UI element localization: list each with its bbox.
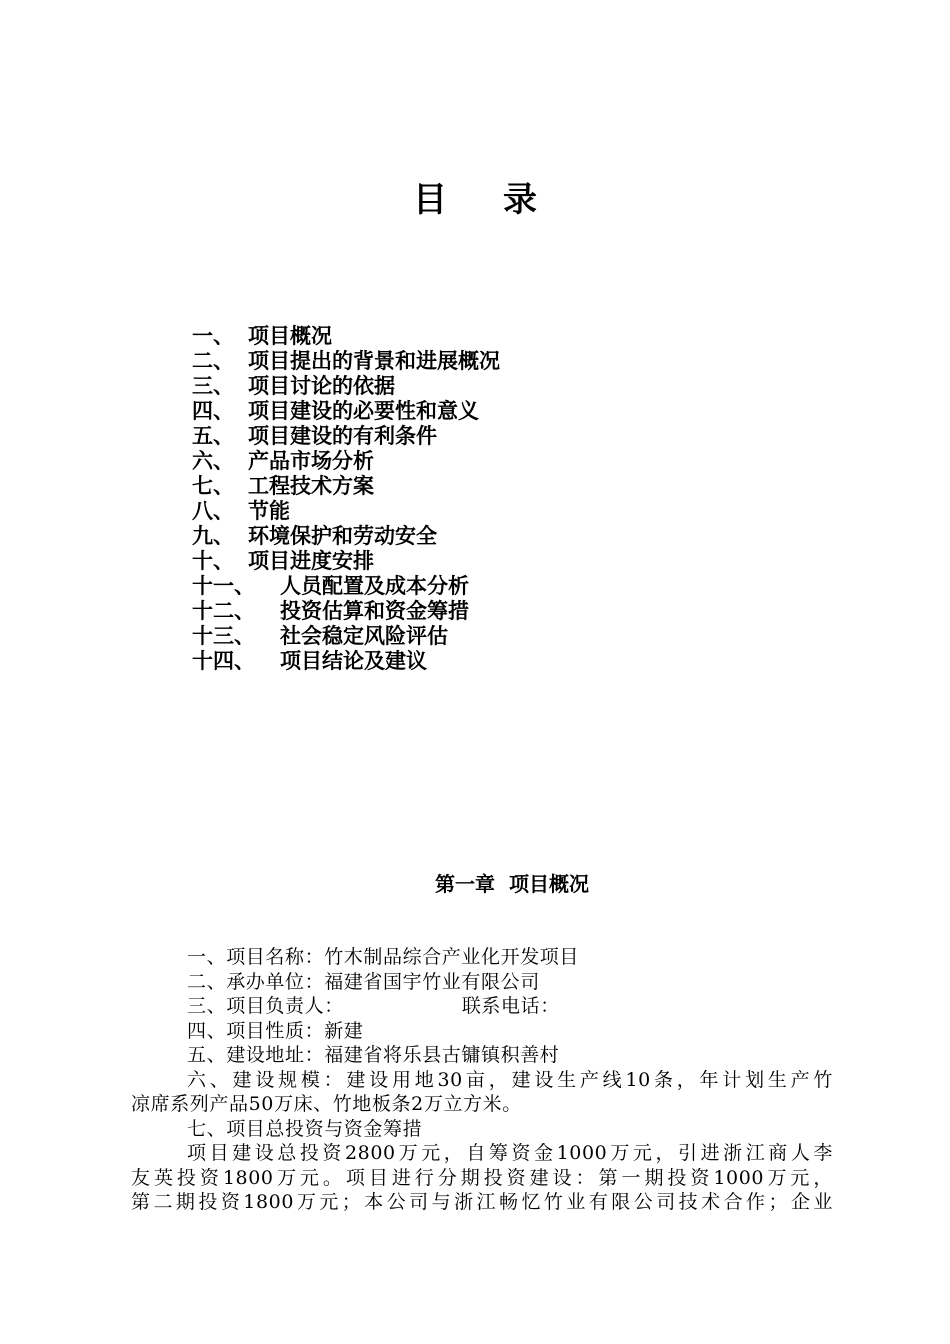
toc-item-label: 项目提出的背景和进展概况 bbox=[248, 349, 500, 373]
toc-item[interactable] bbox=[192, 549, 500, 574]
chapter-body bbox=[131, 945, 833, 1215]
toc-item[interactable] bbox=[192, 599, 500, 624]
toc-item-label: 项目进度安排 bbox=[248, 549, 374, 573]
construction-scale-line: 六、建设规模：建设用地30亩，建设生产线10条，年计划生产竹 bbox=[187, 1068, 833, 1091]
toc-item-label: 产品市场分析 bbox=[248, 449, 374, 473]
project-name-line: 一、项目名称：竹木制品综合产业化开发项目 bbox=[187, 946, 580, 968]
toc-item-number: 二、 bbox=[192, 349, 234, 373]
toc-item-number: 十、 bbox=[192, 549, 234, 573]
toc-item-number: 十一、 bbox=[192, 574, 255, 598]
construction-site-line: 五、建设地址：福建省将乐县古镛镇积善村 bbox=[187, 1044, 560, 1066]
toc-item-number: 七、 bbox=[192, 474, 234, 498]
chapter-heading bbox=[0, 870, 950, 898]
toc-item[interactable] bbox=[192, 449, 500, 474]
toc-item-label: 项目概况 bbox=[248, 324, 332, 348]
toc-item[interactable] bbox=[192, 474, 500, 499]
construction-scale-line-cont: 凉席系列产品50万床、竹地板条2万立方米。 bbox=[131, 1093, 522, 1115]
project-leader-label: 三、项目负责人： bbox=[187, 995, 344, 1017]
toc-item-label: 项目建设的有利条件 bbox=[248, 424, 437, 448]
organizer-line: 二、承办单位：福建省国宇竹业有限公司 bbox=[187, 970, 540, 993]
chapter-number: 第一章 bbox=[435, 872, 495, 896]
toc-item[interactable] bbox=[192, 524, 500, 549]
toc-item[interactable] bbox=[192, 349, 500, 374]
investment-paragraph-line: 友英投资1800万元。项目进行分期投资建设：第一期投资1000万元， bbox=[131, 1166, 833, 1189]
contact-phone-label: 联系电话： bbox=[461, 995, 560, 1017]
toc-item-number: 十三、 bbox=[192, 624, 255, 648]
toc-item-label: 节能 bbox=[248, 499, 290, 523]
toc-item-label: 投资估算和资金筹措 bbox=[280, 599, 469, 623]
project-leader-line bbox=[131, 994, 833, 1019]
toc-item[interactable] bbox=[192, 399, 500, 424]
toc-title-char-2: 录 bbox=[503, 180, 537, 220]
toc-item-number: 十二、 bbox=[192, 599, 255, 623]
project-nature-line: 四、项目性质：新建 bbox=[187, 1019, 364, 1042]
toc-item[interactable] bbox=[192, 324, 500, 349]
toc-item-number: 六、 bbox=[192, 449, 234, 473]
toc-list bbox=[192, 324, 500, 674]
toc-item-number: 五、 bbox=[192, 424, 234, 448]
toc-item-label: 项目结论及建议 bbox=[280, 649, 427, 673]
investment-paragraph-line: 第二期投资1800万元；本公司与浙江畅忆竹业有限公司技术合作；企业 bbox=[131, 1191, 833, 1213]
investment-paragraph-line: 项目建设总投资2800万元，自筹资金1000万元，引进浙江商人李 bbox=[187, 1142, 833, 1164]
toc-item[interactable] bbox=[192, 374, 500, 399]
toc-item-number: 八、 bbox=[192, 499, 234, 523]
toc-item[interactable] bbox=[192, 499, 500, 524]
toc-item[interactable] bbox=[192, 649, 500, 674]
toc-item-label: 社会稳定风险评估 bbox=[280, 624, 448, 648]
toc-title-char-1: 目 bbox=[413, 180, 447, 220]
toc-item-label: 环境保护和劳动安全 bbox=[248, 524, 437, 548]
toc-item-label: 项目建设的必要性和意义 bbox=[248, 399, 479, 423]
chapter-title: 项目概况 bbox=[509, 872, 589, 896]
toc-title bbox=[0, 176, 950, 224]
toc-item[interactable] bbox=[192, 624, 500, 649]
toc-item[interactable] bbox=[192, 424, 500, 449]
toc-item-label: 项目讨论的依据 bbox=[248, 374, 395, 398]
toc-item-number: 十四、 bbox=[192, 649, 255, 673]
toc-item[interactable] bbox=[192, 574, 500, 599]
toc-item-label: 工程技术方案 bbox=[248, 474, 374, 498]
toc-item-label: 人员配置及成本分析 bbox=[280, 574, 469, 598]
toc-item-number: 四、 bbox=[192, 399, 234, 423]
toc-item-number: 三、 bbox=[192, 374, 234, 398]
toc-item-number: 一、 bbox=[192, 324, 234, 348]
toc-item-number: 九、 bbox=[192, 524, 234, 548]
investment-heading-line: 七、项目总投资与资金筹措 bbox=[187, 1117, 423, 1140]
